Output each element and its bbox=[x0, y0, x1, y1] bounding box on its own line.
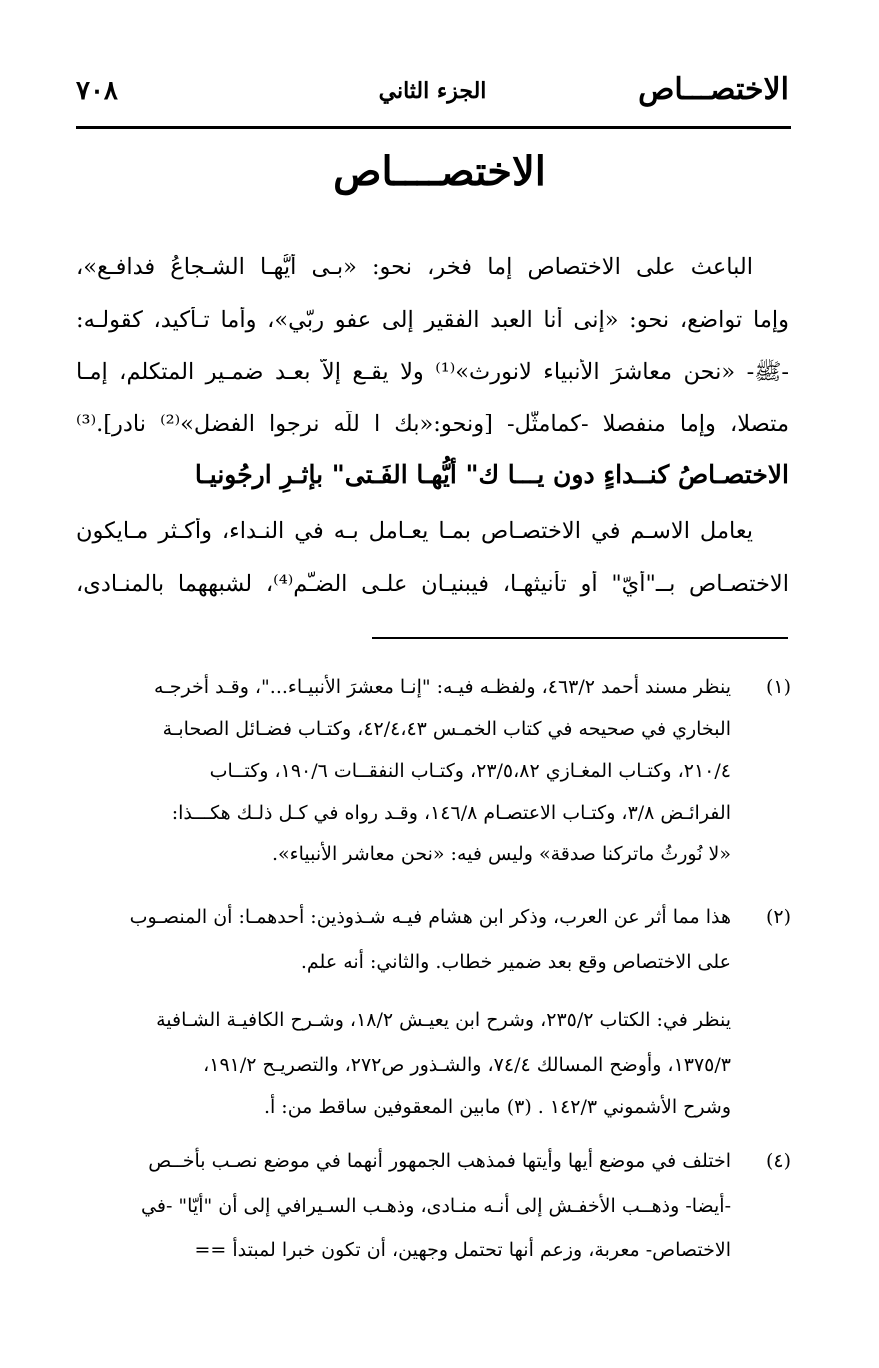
body-line: متصلا، وإما منفصلا -كمامثّل- [ونحو:«بك ا للّه نرجوا الفضل»⁽²⁾ نادر].⁽³⁾ bbox=[76, 411, 789, 437]
footnote-line: الاختصاص- معربة، وزعم أنها تحتمل وجهين، أن تكون خبرا لمبتدأ == bbox=[194, 1239, 731, 1261]
footnote-line: «لا نُورثُ ماتركنا صدقة» وليس فيه: «نحن معاشر الأنبياء». bbox=[271, 843, 731, 865]
body-line: وإما تواضع، نحو: «إنى أنا العبد الفقير إلى عفو ربّي»، وأما تـأكيد، كقولـه: bbox=[76, 307, 789, 333]
footnote-line: ينظر في: الكتاب ٢٣٥/٢، وشرح ابن يعيـش ١٨/٢، وشـرح الكافيـة الشـافية bbox=[156, 1009, 731, 1031]
body-line: -ﷺ- «نحن معاشرَ الأنبياء لانورث»⁽¹⁾ ولا يقـع إلاّ بعـد ضمـير المتكلم، إمـا bbox=[76, 359, 789, 385]
body-line: الباعث على الاختصاص إما فخر، نحو: «بـى أيُّهـا الشـجاعُ فدافـع»، bbox=[76, 254, 753, 280]
footnote-line: اختلف في موضع أيها وأيتها فمذهب الجمهور أنهما في موضع نصـب بأخــص bbox=[148, 1150, 731, 1172]
footnote-line: ١٣٧٥/٣، وأوضح المسالك ٧٤/٤، والشـذور ص٢٧٢، والتصريـح ١٩١/٢، bbox=[203, 1054, 731, 1076]
part-label: الجزء الثاني bbox=[378, 78, 487, 104]
footnote-number: (١) bbox=[765, 676, 791, 698]
footnote-line: -أيضا- وذهــب الأخفـش إلى أنـه منـادى، وذهـب السـيرافي إلى أن "أيّا" -في bbox=[141, 1195, 731, 1217]
footnote-line: ٢١٠/٤، وكتـاب المغـازي ٢٣/٥،٨٢، وكتـاب النفقــات ١٩٠/٦، وكتــاب bbox=[209, 760, 731, 782]
footnote-rule bbox=[372, 637, 788, 639]
verse-line: الاختصـاصُ كنــداءٍ دون يـــا ك" أيُّهـا الفَـتى" بإثـرِ ارجُونيـا bbox=[194, 460, 789, 489]
footnote-line: الفرائـض ٣/٨، وكتـاب الاعتصـام ١٤٦/٨، وقـد رواه في كـل ذلـك هكـــذا: bbox=[171, 802, 731, 824]
footnote-number: (٢) bbox=[765, 906, 791, 928]
footnote-line: هذا مما أثر عن العرب، وذكر ابن هشام فيـه شـذوذين: أحدهمـا: أن المنصـوب bbox=[129, 906, 731, 928]
footnote-line: ينظر مسند أحمد ٤٦٣/٢، ولفظـه فيـه: "إنـا معشرَ الأنبيـاء..."، وقـد أخرجـه bbox=[154, 676, 731, 698]
footnote-line: على الاختصاص وقع بعد ضمير خطاب. والثاني: أنه علم. bbox=[300, 951, 731, 973]
section-title: الاختصــــاص bbox=[333, 148, 546, 195]
running-header bbox=[76, 72, 789, 116]
footnote-line: وشرح الأشموني ١٤٢/٣ . (٣) مابين المعقوفين ساقط من: أ. bbox=[263, 1096, 731, 1118]
footnote-line: البخاري في صحيحه في كتاب الخمـس ٤٢/٤،٤٣، وكتـاب فضـائل الصحابـة bbox=[162, 718, 731, 740]
chapter-title: الاختصـــاص bbox=[638, 72, 789, 107]
page-number: ٧٠٨ bbox=[76, 76, 118, 106]
body-line: يعامل الاسـم في الاختصـاص بمـا يعـامل بـه في النـداء، وأكـثر مـايكون bbox=[76, 518, 753, 544]
header-rule bbox=[76, 126, 791, 129]
body-line: الاختصـاص بــ"أيّ" أو تأنيثهـا، فيبنيـان علـى الضـّم⁽⁴⁾، لشبههما بالمنـادى، bbox=[76, 571, 789, 597]
footnote-number: (٤) bbox=[765, 1150, 791, 1172]
